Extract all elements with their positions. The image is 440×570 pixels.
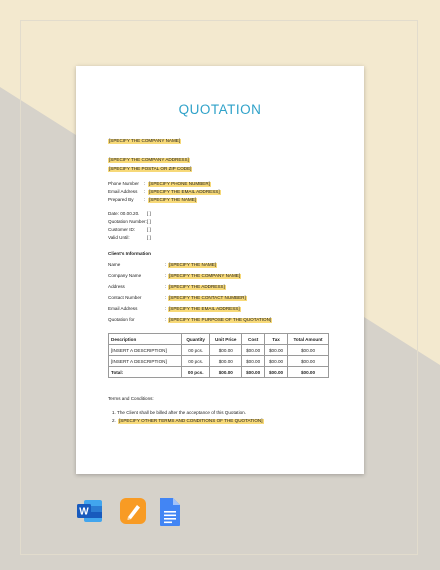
- table-header: Cost: [242, 334, 265, 345]
- client-heading: Client's Information: [108, 251, 151, 256]
- meta-bracket: [ ]: [147, 219, 151, 224]
- contact-label: Prepared By: [108, 197, 134, 202]
- client-label: Name: [108, 262, 121, 267]
- table-cell: $00.00: [210, 356, 242, 367]
- quotation-table: [108, 333, 329, 378]
- terms-heading: Terms and Conditions:: [108, 396, 154, 401]
- company-address: [SPECIFY THE COMPANY ADDRESS]: [109, 157, 189, 162]
- table-cell: $00.00: [210, 345, 242, 356]
- client-value: [SPECIFY THE PURPOSE OF THE QUOTATION]: [169, 317, 272, 322]
- table-cell: [INSERT A DESCRIPTION]: [109, 345, 182, 356]
- terms-item: [SPECIFY OTHER TERMS AND CONDITIONS OF THE QUOTATION]: [119, 418, 263, 423]
- terms-item: 1. The Client shall be billed after the acceptance of this Quotation.: [112, 410, 246, 415]
- table-cell: $00.00: [265, 356, 288, 367]
- meta-label: Customer ID:: [108, 227, 136, 232]
- table-header-row: [109, 334, 329, 345]
- table-cell: $00.00: [287, 367, 328, 378]
- svg-text:W: W: [79, 506, 89, 518]
- terms-item-number: 2.: [112, 418, 116, 423]
- client-value: [SPECIFY THE ADDRESS]: [169, 284, 225, 289]
- table-cell: 00 pcs.: [181, 367, 209, 378]
- table-cell: $00.00: [265, 367, 288, 378]
- table-header: Tax: [265, 334, 288, 345]
- table-header: Unit Price: [210, 334, 242, 345]
- quotation-document: QUOTATION [SPECIFY THE COMPANY NAME] [SPECIFY THE COMPANY ADDRESS] [SPECIFY THE POSTAL OR ZIP CODE] Phone Number : [SPECIFY PHONE NUMBER] Email Address : [SPECIFY THE EMAIL ADDRESS] Prepared By : [SPECIFY THE NAME] Date: 00.00.20. [ ] Quotation Number: [ ] Customer ID: [ ] Valid Until: [ ] Client's Information Name : [SPECIFY THE NAME] Company Name : [SPECIFY THE COMPANY NAME] Address : [SPECIFY THE ADDRESS] Contact Number : [SPECIFY THE CONTACT NUMBER] Email Address : [SPECIFY THE EMAIL ADDRESS] Quotation for : [SPECIFY THE PURPOSE OF THE QUOTATION] Description Quantity Unit Price Cost Tax Total Amount [INSERT A DESCRIPTION] 00 pcs. $00.00 $00.00 $00.00 $00.00 [INSERT A DESCRIPTION] 00 pcs. $00.00 $00.00 $00.00 $00.00 Total: 00 pcs. $00.00 $00.00 $00.00 $00.00 Terms and Conditions: 1. The Client shall be billed after the acceptance of this Quotation. 2. [SPECIFY OTHER TERMS AND CONDITIONS OF THE QUOTATION]: [76, 66, 364, 474]
- word-icon[interactable]: [76, 497, 104, 525]
- table-cell: 00 pcs.: [181, 356, 209, 367]
- contact-value: [SPECIFY THE NAME]: [149, 197, 197, 202]
- table-cell: $00.00: [210, 367, 242, 378]
- contact-value: [SPECIFY THE EMAIL ADDRESS]: [149, 189, 220, 194]
- table-row: [109, 356, 329, 367]
- company-postal: [SPECIFY THE POSTAL OR ZIP CODE]: [109, 166, 192, 171]
- client-label: Address: [108, 284, 125, 289]
- client-value: [SPECIFY THE COMPANY NAME]: [169, 273, 241, 278]
- meta-bracket: [ ]: [147, 227, 151, 232]
- meta-label: Date: 00.00.20.: [108, 211, 140, 216]
- table-cell: Total:: [109, 367, 182, 378]
- meta-label: Valid Until:: [108, 235, 130, 240]
- table-header: Description: [109, 334, 182, 345]
- client-value: [SPECIFY THE EMAIL ADDRESS]: [169, 306, 240, 311]
- table-cell: $00.00: [242, 367, 265, 378]
- company-name: [SPECIFY THE COMPANY NAME]: [109, 138, 181, 143]
- google-docs-icon[interactable]: [158, 497, 182, 527]
- table-cell: $00.00: [287, 356, 328, 367]
- client-label: Email Address: [108, 306, 138, 311]
- meta-bracket: [ ]: [147, 235, 151, 240]
- table-total-row: [109, 367, 329, 378]
- contact-label: Email Address: [108, 189, 138, 194]
- client-label: Contact Number: [108, 295, 142, 300]
- client-value: [SPECIFY THE CONTACT NUMBER]: [169, 295, 246, 300]
- table-header: Quantity: [181, 334, 209, 345]
- client-label: Company Name: [108, 273, 142, 278]
- meta-bracket: [ ]: [147, 211, 151, 216]
- client-value: [SPECIFY THE NAME]: [169, 262, 217, 267]
- table-cell: [INSERT A DESCRIPTION]: [109, 356, 182, 367]
- document-title: QUOTATION: [178, 102, 262, 117]
- meta-label: Quotation Number:: [108, 219, 147, 224]
- contact-value: [SPECIFY PHONE NUMBER]: [149, 181, 210, 186]
- table-cell: $00.00: [265, 345, 288, 356]
- table-row: [109, 345, 329, 356]
- table-cell: $00.00: [287, 345, 328, 356]
- table-cell: 00 pcs.: [181, 345, 209, 356]
- table-cell: $00.00: [242, 345, 265, 356]
- contact-label: Phone Number: [108, 181, 139, 186]
- pages-icon[interactable]: [119, 497, 147, 525]
- table-cell: $00.00: [242, 356, 265, 367]
- table-header: Total Amount: [287, 334, 328, 345]
- client-label: Quotation for: [108, 317, 135, 322]
